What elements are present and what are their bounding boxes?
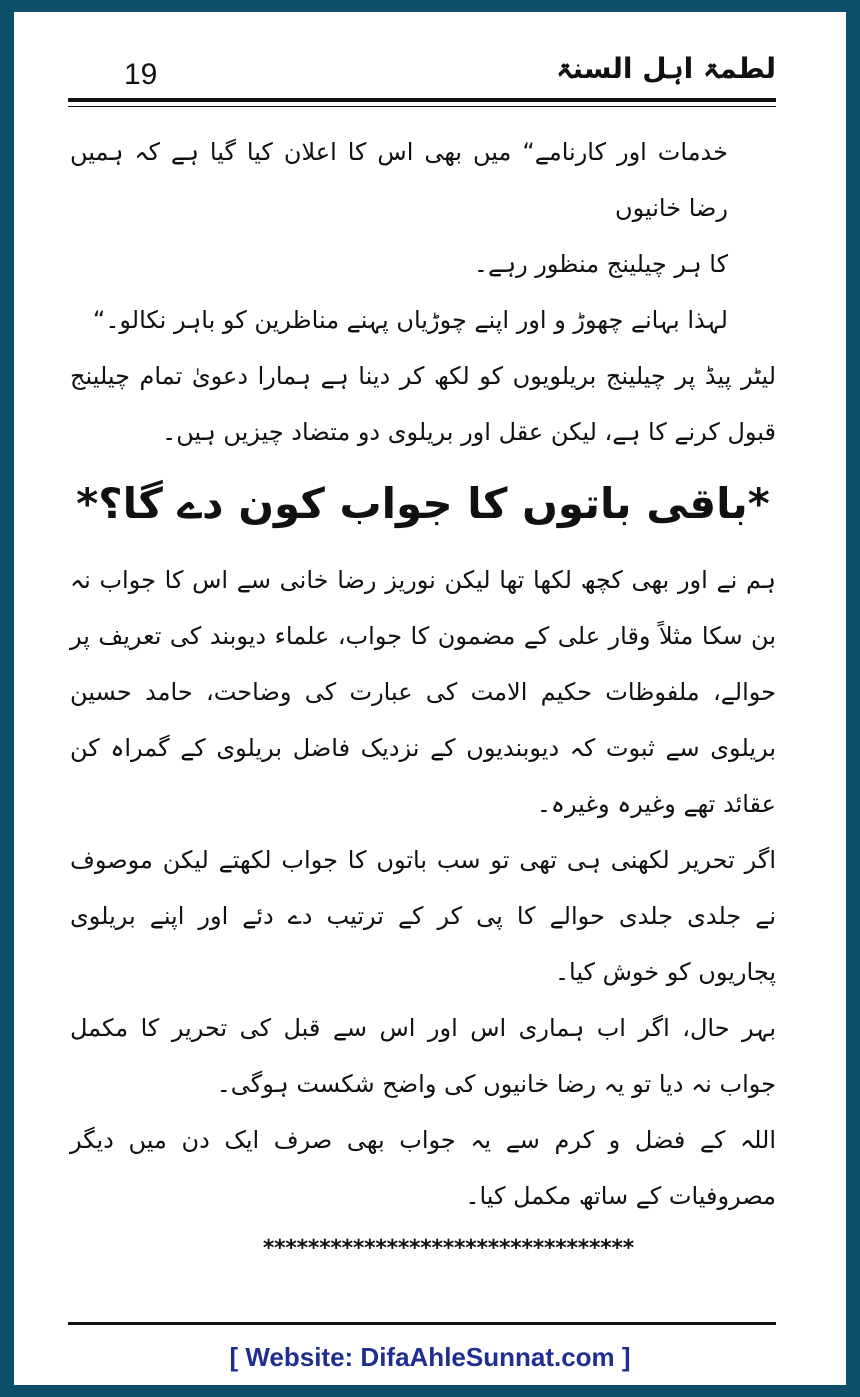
footer-rule	[68, 1322, 776, 1325]
paragraph-3: لیٹر پیڈ پر چیلینج بریلویوں کو لکھ کر دینا ہے ہمارا دعویٰ تمام چیلینج قبول کرنے کا ہے، لیکن عقل اور بریلوی دو متضاد چیزیں ہیں۔	[70, 362, 776, 446]
paragraph-5: اگر تحریر لکھنی ہی تھی تو سب باتوں کا جواب لکھتے لیکن موصوف نے جلدی جلدی حوالے کا پی کر کے ترتیب دے دئے اور اپنے بریلوی پجاریوں کو خوش کیا۔	[70, 846, 776, 986]
document-page	[14, 12, 846, 1385]
paragraph-1-line-2: کا ہر چیلینج منظور رہے۔	[473, 250, 728, 278]
paragraph-4: ہم نے اور بھی کچھ لکھا تھا لیکن نوریز رضا خانی سے اس کا جواب نہ بن سکا مثلاً وقار علی کے مضمون کا جواب، علماء دیوبند کی تعریف پر حوالے، ملفوظات حکیم الامت کی عبارت کی وضاحت، حامد حسین بریلوی سے ثبوت کہ دیوبندیوں کے نزدیک فاضل بریلوی کے گمراہ کن عقائد تھے وغیرہ وغیرہ۔	[70, 566, 776, 818]
body-text	[70, 124, 776, 1224]
page-header	[68, 52, 776, 112]
book-title: لطمۃ اہل السنۃ	[556, 52, 776, 85]
section-heading: *باقی باتوں کا جواب کون دے گا؟*	[76, 479, 770, 528]
paragraph-2: لہذا بہانے چھوڑ و اور اپنے چوڑیاں پہنے مناظرین کو باہر نکالو۔“	[92, 306, 728, 334]
website-link[interactable]: [ Website: DifaAhleSunnat.com ]	[229, 1342, 631, 1372]
paragraph-6: بہر حال، اگر اب ہماری اس اور اس سے قبل کی تحریر کا مکمل جواب نہ دیا تو یہ رضا خانیوں کی واضح شکست ہوگی۔	[70, 1014, 776, 1098]
paragraph-7: اللہ کے فضل و کرم سے یہ جواب بھی صرف ایک دن میں دیگر مصروفیات کے ساتھ مکمل کیا۔	[70, 1126, 776, 1210]
header-rule	[68, 98, 776, 102]
page-number: 19	[124, 58, 158, 91]
header-rule-thin	[68, 106, 776, 107]
paragraph-1-line-1: خدمات اور کارنامے“ میں بھی اس کا اعلان کیا گیا ہے کہ ہمیں رضا خانیوں	[70, 138, 728, 222]
divider-stars: *********************************	[262, 1236, 634, 1261]
